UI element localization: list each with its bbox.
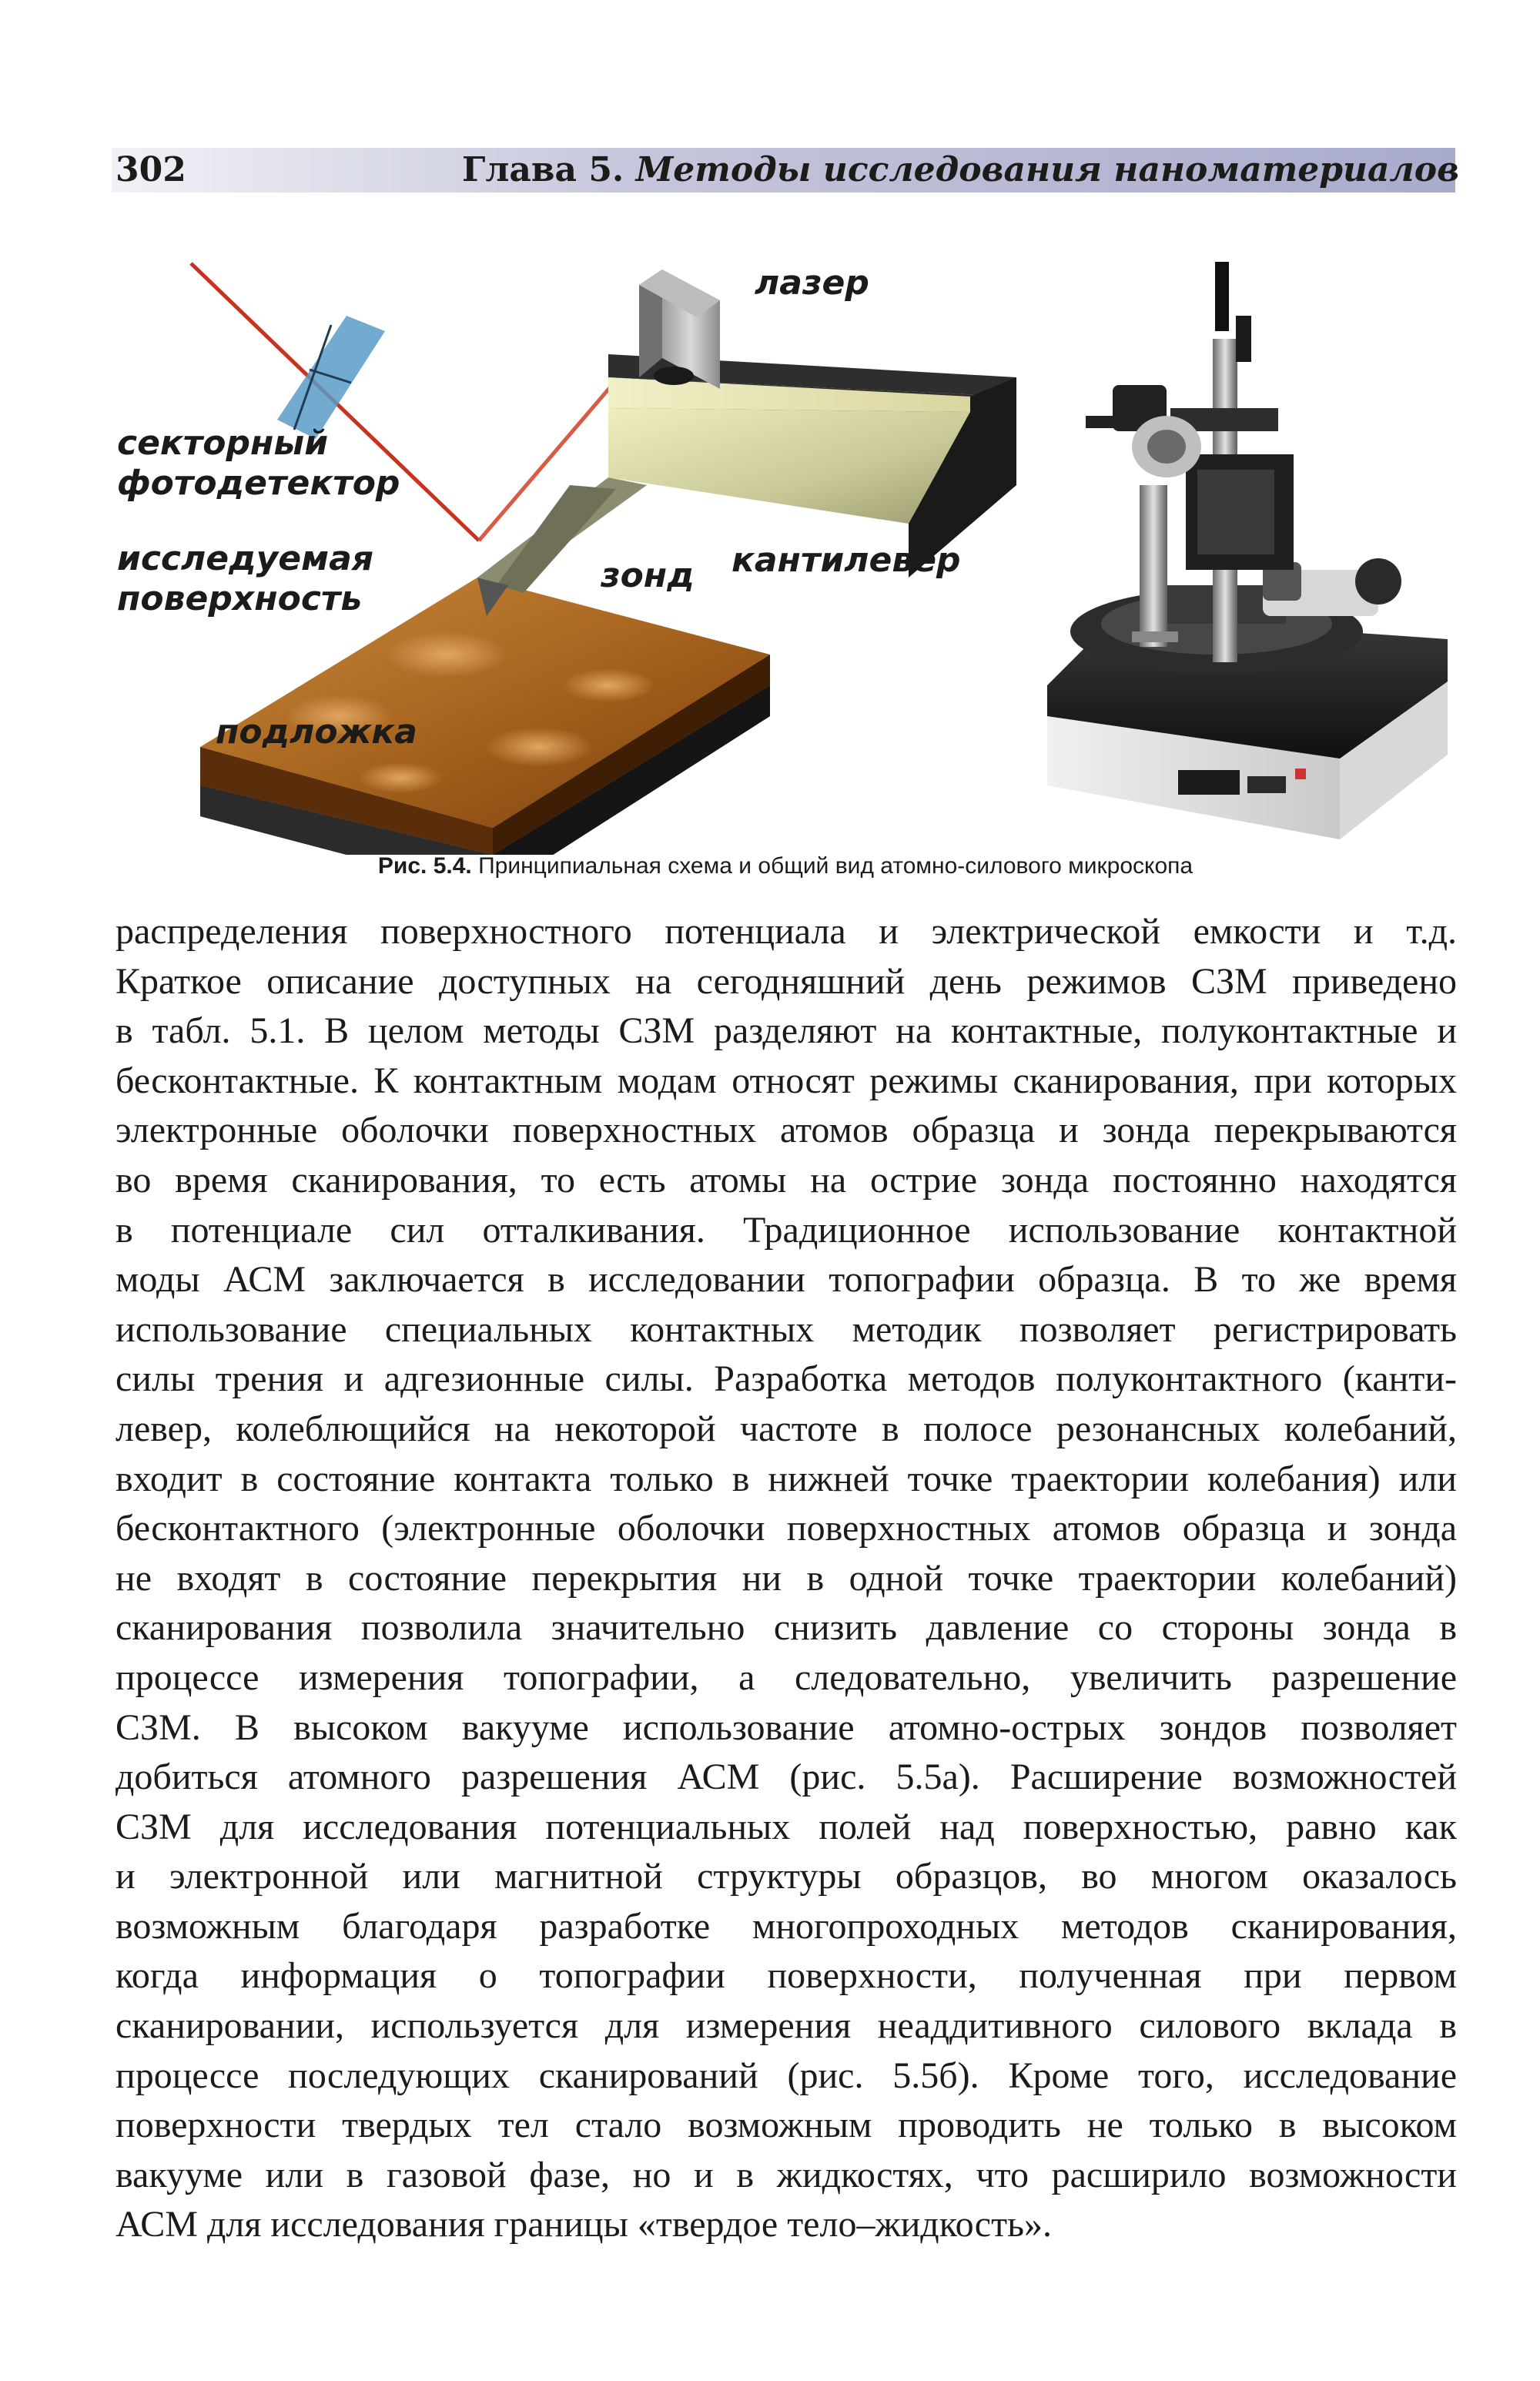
label-detector-line2: фотодетектор bbox=[117, 464, 400, 503]
running-title bbox=[462, 145, 1459, 196]
afm-schematic bbox=[108, 254, 1032, 855]
caption-number: Рис. 5.4. bbox=[377, 853, 472, 879]
body-line: использование специальных контактных методик позволяет регистрировать bbox=[116, 1308, 1457, 1350]
page-number: 302 bbox=[116, 150, 186, 189]
body-line: АСМ для исследования границы «твердое тело–жидкость». bbox=[116, 2204, 1052, 2245]
chapter-title: Методы исследования наноматериалов bbox=[635, 150, 1460, 189]
caption-text: Принципиальная схема и общий вид атомно-силового микроскопа bbox=[478, 853, 1194, 879]
body-line: Краткое описание доступных на сегодняшний день режимов СЗМ приведено bbox=[116, 960, 1457, 1002]
body-line: сканирования позволила значительно снизить давление со стороны зонда в bbox=[116, 1607, 1457, 1649]
body-line: входит в состояние контакта только в нижней точке траектории колебания) или bbox=[116, 1458, 1457, 1499]
label-cantilever: кантилевер bbox=[732, 541, 961, 580]
body-line: поверхности твердых тел стало возможным проводить не только в высоком bbox=[116, 2105, 1457, 2146]
body-line: добиться атомного разрешения АСМ (рис. 5.5а). Расширение возможностей bbox=[116, 1756, 1457, 1798]
body-line: процессе последующих сканирований (рис. 5.5б). Кроме того, исследование bbox=[116, 2054, 1457, 2096]
figure-caption bbox=[116, 853, 1455, 879]
body-line: и электронной или магнитной структуры образцов, во многом оказалось bbox=[116, 1856, 1457, 1897]
body-line: бесконтактные. К контактным модам относят режимы сканирования, при которых bbox=[116, 1060, 1457, 1101]
body-line: электронные оболочки поверхностных атомов образца и зонда перекрываются bbox=[116, 1110, 1457, 1151]
body-line: не входят в состояние перекрытия ни в одной точке траектории колебаний) bbox=[116, 1557, 1457, 1599]
body-line: СЗМ. В высоком вакууме использование атомно-острых зондов позволяет bbox=[116, 1706, 1457, 1748]
body-line: бесконтактного (электронные оболочки поверхностных атомов образца и зонда bbox=[116, 1508, 1457, 1549]
chapter-number: Глава 5. bbox=[462, 150, 624, 189]
body-text bbox=[116, 907, 1457, 2250]
photodetector bbox=[277, 316, 385, 439]
label-laser: лазер bbox=[755, 263, 869, 303]
body-line: силы трения и адгезионные силы. Разработка методов полуконтактного (канти- bbox=[116, 1358, 1457, 1400]
label-substrate: подложка bbox=[216, 712, 417, 752]
label-detector-line1: секторный bbox=[117, 424, 329, 463]
body-line: в табл. 5.1. В целом методы СЗМ разделяют на контактные, полуконтактные и bbox=[116, 1010, 1457, 1052]
label-probe: зонд bbox=[601, 556, 695, 595]
body-line: возможным благодаря разработке многопроходных методов сканирования, bbox=[116, 1905, 1457, 1947]
body-line: моды АСМ заключается в исследовании топографии образца. В то же время bbox=[116, 1259, 1457, 1301]
body-line: распределения поверхностного потенциала и электрической емкости и т.д. bbox=[116, 911, 1457, 952]
body-line: вакууме или в газовой фазе, но и в жидкостях, что расширило возможности bbox=[116, 2154, 1457, 2195]
label-surface-line1: исследуемая bbox=[117, 539, 374, 578]
body-line: когда информация о топографии поверхности, полученная при первом bbox=[116, 1955, 1457, 1997]
body-line: СЗМ для исследования потенциальных полей над поверхностью, равно как bbox=[116, 1806, 1457, 1847]
label-surface-line2: поверхность bbox=[117, 579, 363, 618]
body-line: в потенциале сил отталкивания. Традиционное использование контактной bbox=[116, 1209, 1457, 1251]
afm-instrument-photo bbox=[1016, 254, 1463, 855]
body-line: сканировании, используется для измерения неаддитивного силового вклада в bbox=[116, 2005, 1457, 2047]
body-line: процессе измерения топографии, а следовательно, увеличить разрешение bbox=[116, 1656, 1457, 1698]
body-line: левер, колеблющийся на некоторой частоте в полосе резонансных колебаний, bbox=[116, 1408, 1457, 1449]
body-line: во время сканирования, то есть атомы на острие зонда постоянно находятся bbox=[116, 1159, 1457, 1201]
